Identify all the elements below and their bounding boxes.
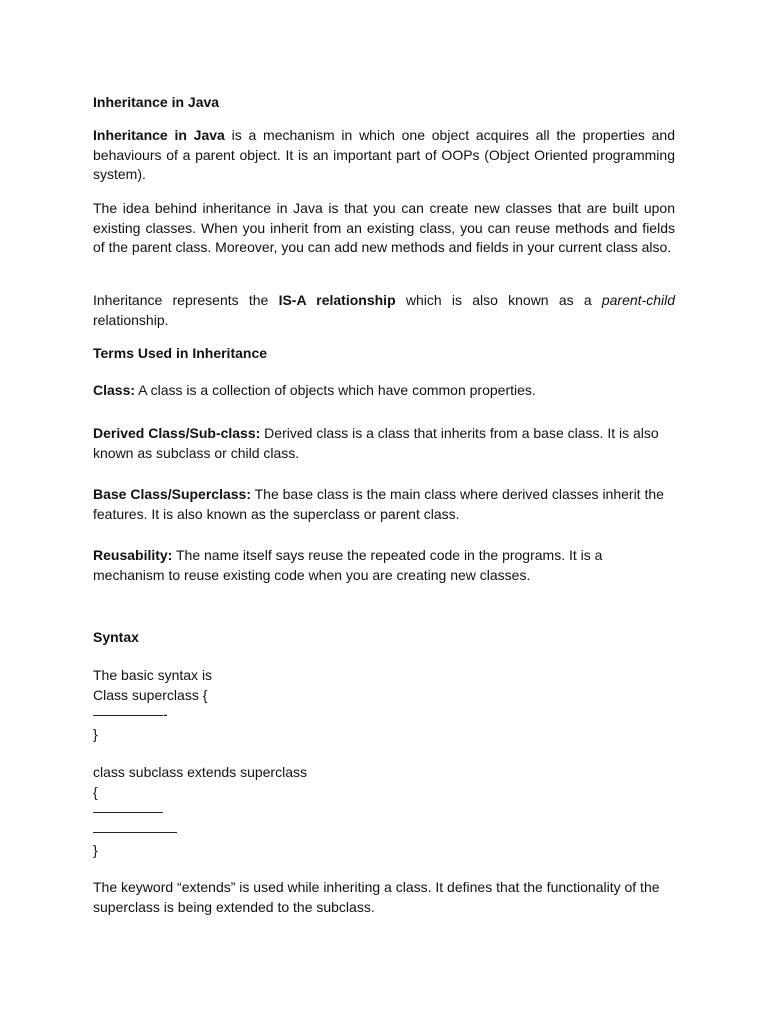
syntax-heading-text: Syntax bbox=[93, 629, 139, 645]
document-title bbox=[93, 93, 675, 113]
intro-bold-term: Inheritance in Java bbox=[93, 127, 225, 143]
term-reusability bbox=[93, 546, 675, 585]
syntax-line: The basic syntax is bbox=[93, 667, 213, 683]
syntax-line: class subclass extends superclass bbox=[93, 764, 307, 780]
term-class bbox=[93, 381, 675, 401]
intro-text: is a mechanism in which one object acquires all the properties and behaviours of a parent object. It is an important part of OOPs (Object Oriented programming system). bbox=[93, 127, 675, 183]
term-label: Reusability: bbox=[93, 547, 173, 563]
closing-paragraph bbox=[93, 878, 675, 917]
idea-text: The idea behind inheritance in Java is that you can create new classes that are built upon existing classes. When you inherit from an existing class, you can reuse methods and fields of the parent class. Moreover, you can add new methods and fields in your current class also. bbox=[93, 200, 675, 256]
term-base-class bbox=[93, 485, 675, 524]
term-derived-class bbox=[93, 424, 675, 463]
isa-text-before: Inheritance represents the bbox=[93, 292, 279, 308]
isa-text-after: relationship. bbox=[93, 311, 169, 328]
title-text: Inheritance in Java bbox=[93, 94, 220, 110]
syntax-line: —————— bbox=[93, 823, 177, 839]
term-label: Base Class/Superclass: bbox=[93, 486, 251, 502]
syntax-line: } bbox=[93, 726, 98, 742]
isa-paragraph bbox=[93, 291, 675, 330]
syntax-line: —————- bbox=[93, 706, 168, 722]
syntax-line: } bbox=[93, 842, 98, 858]
isa-text-middle: which is also known as a bbox=[395, 292, 602, 308]
syntax-heading bbox=[93, 628, 675, 648]
syntax-line: Class superclass { bbox=[93, 687, 208, 703]
isa-bold-term: IS-A relationship bbox=[278, 292, 396, 308]
term-definition: A class is a collection of objects which have common properties. bbox=[135, 382, 536, 398]
syntax-line: ————— bbox=[93, 803, 163, 819]
isa-italic-term: parent-child bbox=[601, 292, 676, 308]
term-label: Class: bbox=[93, 382, 136, 398]
term-definition: Derived class is a class that inherits from a base class. It is also known as subclass or child class. bbox=[93, 425, 659, 461]
term-label: Derived Class/Sub-class: bbox=[93, 425, 261, 441]
intro-paragraph bbox=[93, 126, 675, 185]
idea-paragraph bbox=[93, 199, 675, 258]
syntax-line: { bbox=[93, 784, 98, 800]
closing-text: The keyword “extends” is used while inheriting a class. It defines that the functionality of the superclass is being extended to the subclass. bbox=[93, 879, 660, 915]
term-definition: The name itself says reuse the repeated code in the programs. It is a mechanism to reuse existing code when you are creating new classes. bbox=[93, 547, 603, 583]
terms-heading-text: Terms Used in Inheritance bbox=[93, 345, 268, 361]
terms-heading bbox=[93, 344, 675, 364]
term-definition: The base class is the main class where derived classes inherit the features. It is also known as the superclass or parent class. bbox=[93, 486, 664, 522]
